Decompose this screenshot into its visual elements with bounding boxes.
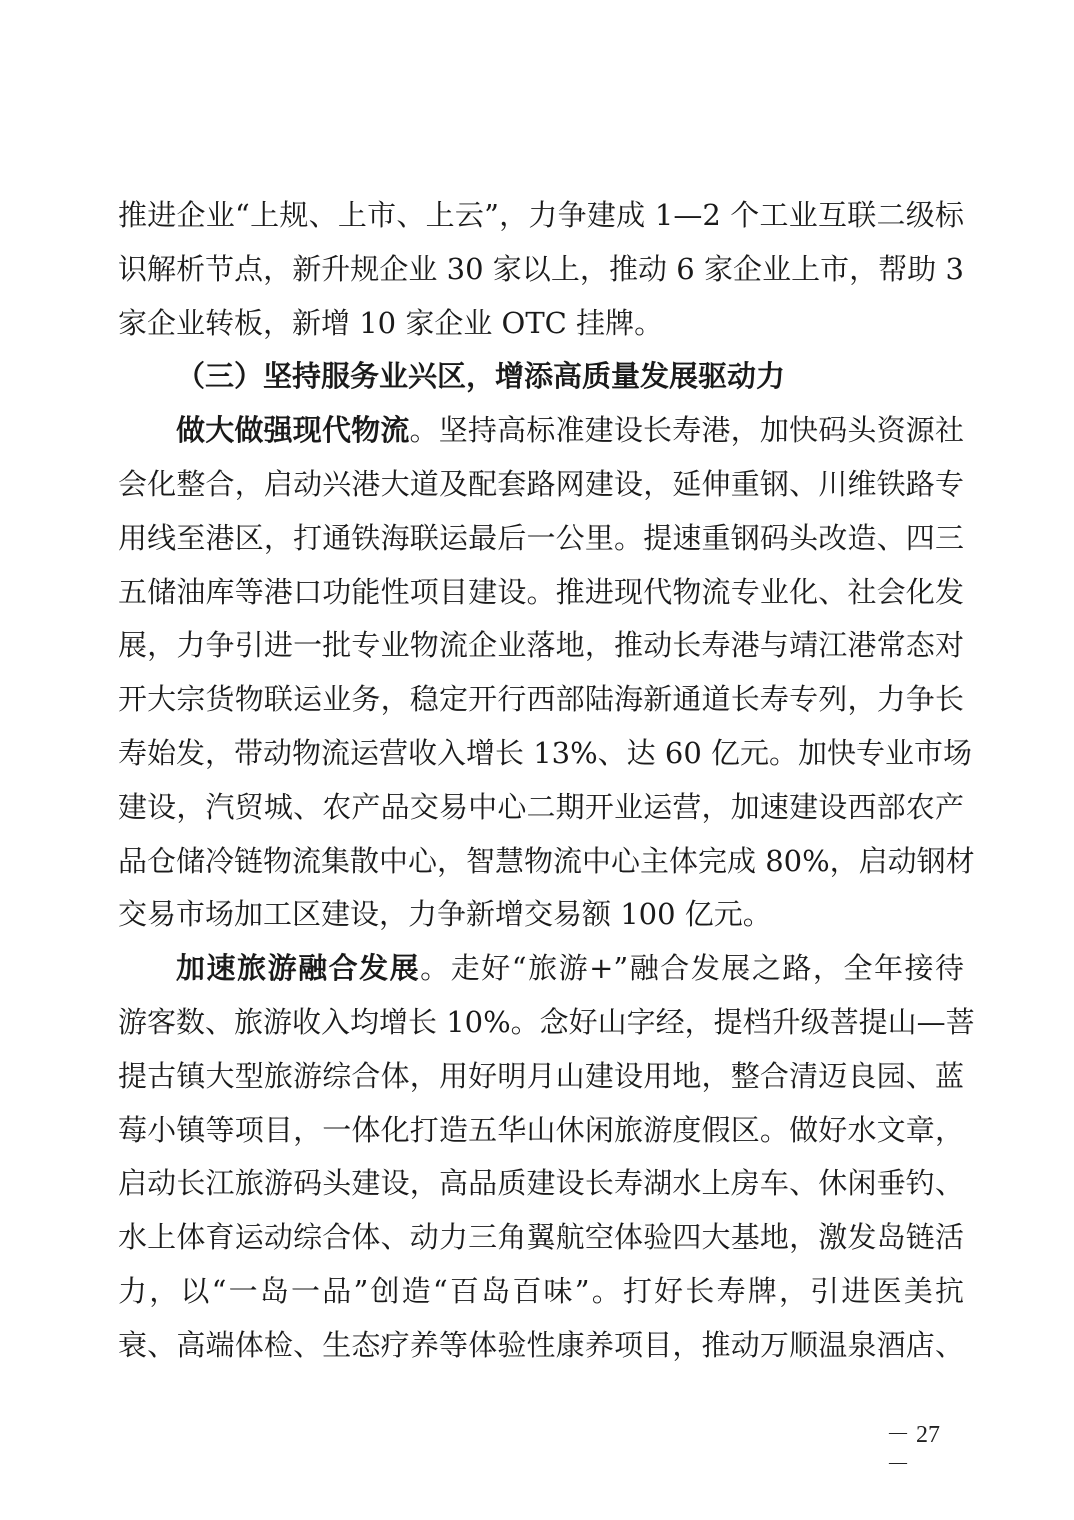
paragraph-3-line-6: 水上体育运动综合体、动力三角翼航空体验四大基地，激发岛链活 [118, 1220, 964, 1255]
paragraph-2-lead: 做大做强现代物流 [176, 413, 410, 448]
paragraph-2-line-3: 用线至港区，打通铁海联运最后一公里。提速重钢码头改造、四三 [118, 520, 964, 555]
paragraph-3-line-5: 启动长江旅游码头建设，高品质建设长寿湖水上房车、休闲垂钓、 [118, 1166, 964, 1201]
paragraph-3-line-1 [118, 942, 964, 996]
paragraph-3-first-line-rest: 。走好“旅游+”融合发展之路，全年接待 [420, 951, 964, 986]
paragraph-3-lead: 加速旅游融合发展 [176, 951, 421, 986]
paragraph-3-line-3: 提古镇大型旅游综合体，用好明月山建设用地，整合清迈良园、蓝 [118, 1058, 964, 1093]
section-heading: （三）坚持服务业兴区，增添高质量发展驱动力 [176, 359, 786, 394]
paragraph-2-line-9: 品仓储冷链物流集散中心，智慧物流中心主体完成 80%，启动钢材 [118, 843, 975, 878]
paragraph-2-line-1 [118, 404, 964, 458]
page-number: － 27 － [886, 1422, 940, 1478]
paragraph-1-line-1: 推进企业“上规、上市、上云”，力争建成 1—2 个工业互联二级标 [118, 198, 964, 232]
paragraph-2-line-4: 五储油库等港口功能性项目建设。推进现代物流专业化、社会化发 [118, 574, 964, 609]
paragraph-2-line-6: 开大宗货物联运业务，稳定开行西部陆海新通道长寿专列，力争长 [118, 682, 964, 717]
paragraph-3-line-7: 力，以“一岛一品”创造“百岛百味”。打好长寿牌，引进医美抗 [118, 1273, 964, 1308]
document-body [118, 189, 975, 1373]
paragraph-3-line-8: 衰、高端体检、生态疗养等体验性康养项目，推动万顺温泉酒店、 [118, 1327, 964, 1362]
paragraph-2-line-2: 会化整合，启动兴港大道及配套路网建设，延伸重钢、川维铁路专 [118, 466, 964, 501]
paragraph-1-line-3: 家企业转板，新增 10 家企业 OTC 挂牌。 [118, 305, 664, 340]
paragraph-2-line-7: 寿始发，带动物流运营收入增长 13%、达 60 亿元。加快专业市场 [118, 735, 973, 770]
paragraph-2-line-10: 交易市场加工区建设，力争新增交易额 100 亿元。 [118, 897, 772, 932]
paragraph-3-line-4: 莓小镇等项目，一体化打造五华山休闲旅游度假区。做好水文章， [118, 1112, 964, 1147]
paragraph-1-line-2: 识解析节点，新升规企业 30 家以上，推动 6 家企业上市，帮助 3 [118, 251, 964, 286]
paragraph-2-line-8: 建设，汽贸城、农产品交易中心二期开业运营，加速建设西部农产 [118, 789, 964, 824]
paragraph-2-first-line-rest: 。坚持高标准建设长寿港，加快码头资源社 [409, 413, 964, 448]
paragraph-2-line-5: 展，力争引进一批专业物流企业落地，推动长寿港与靖江港常态对 [118, 628, 964, 663]
paragraph-3-line-2: 游客数、旅游收入均增长 10%。念好山字经，提档升级菩提山—菩 [118, 1004, 975, 1039]
